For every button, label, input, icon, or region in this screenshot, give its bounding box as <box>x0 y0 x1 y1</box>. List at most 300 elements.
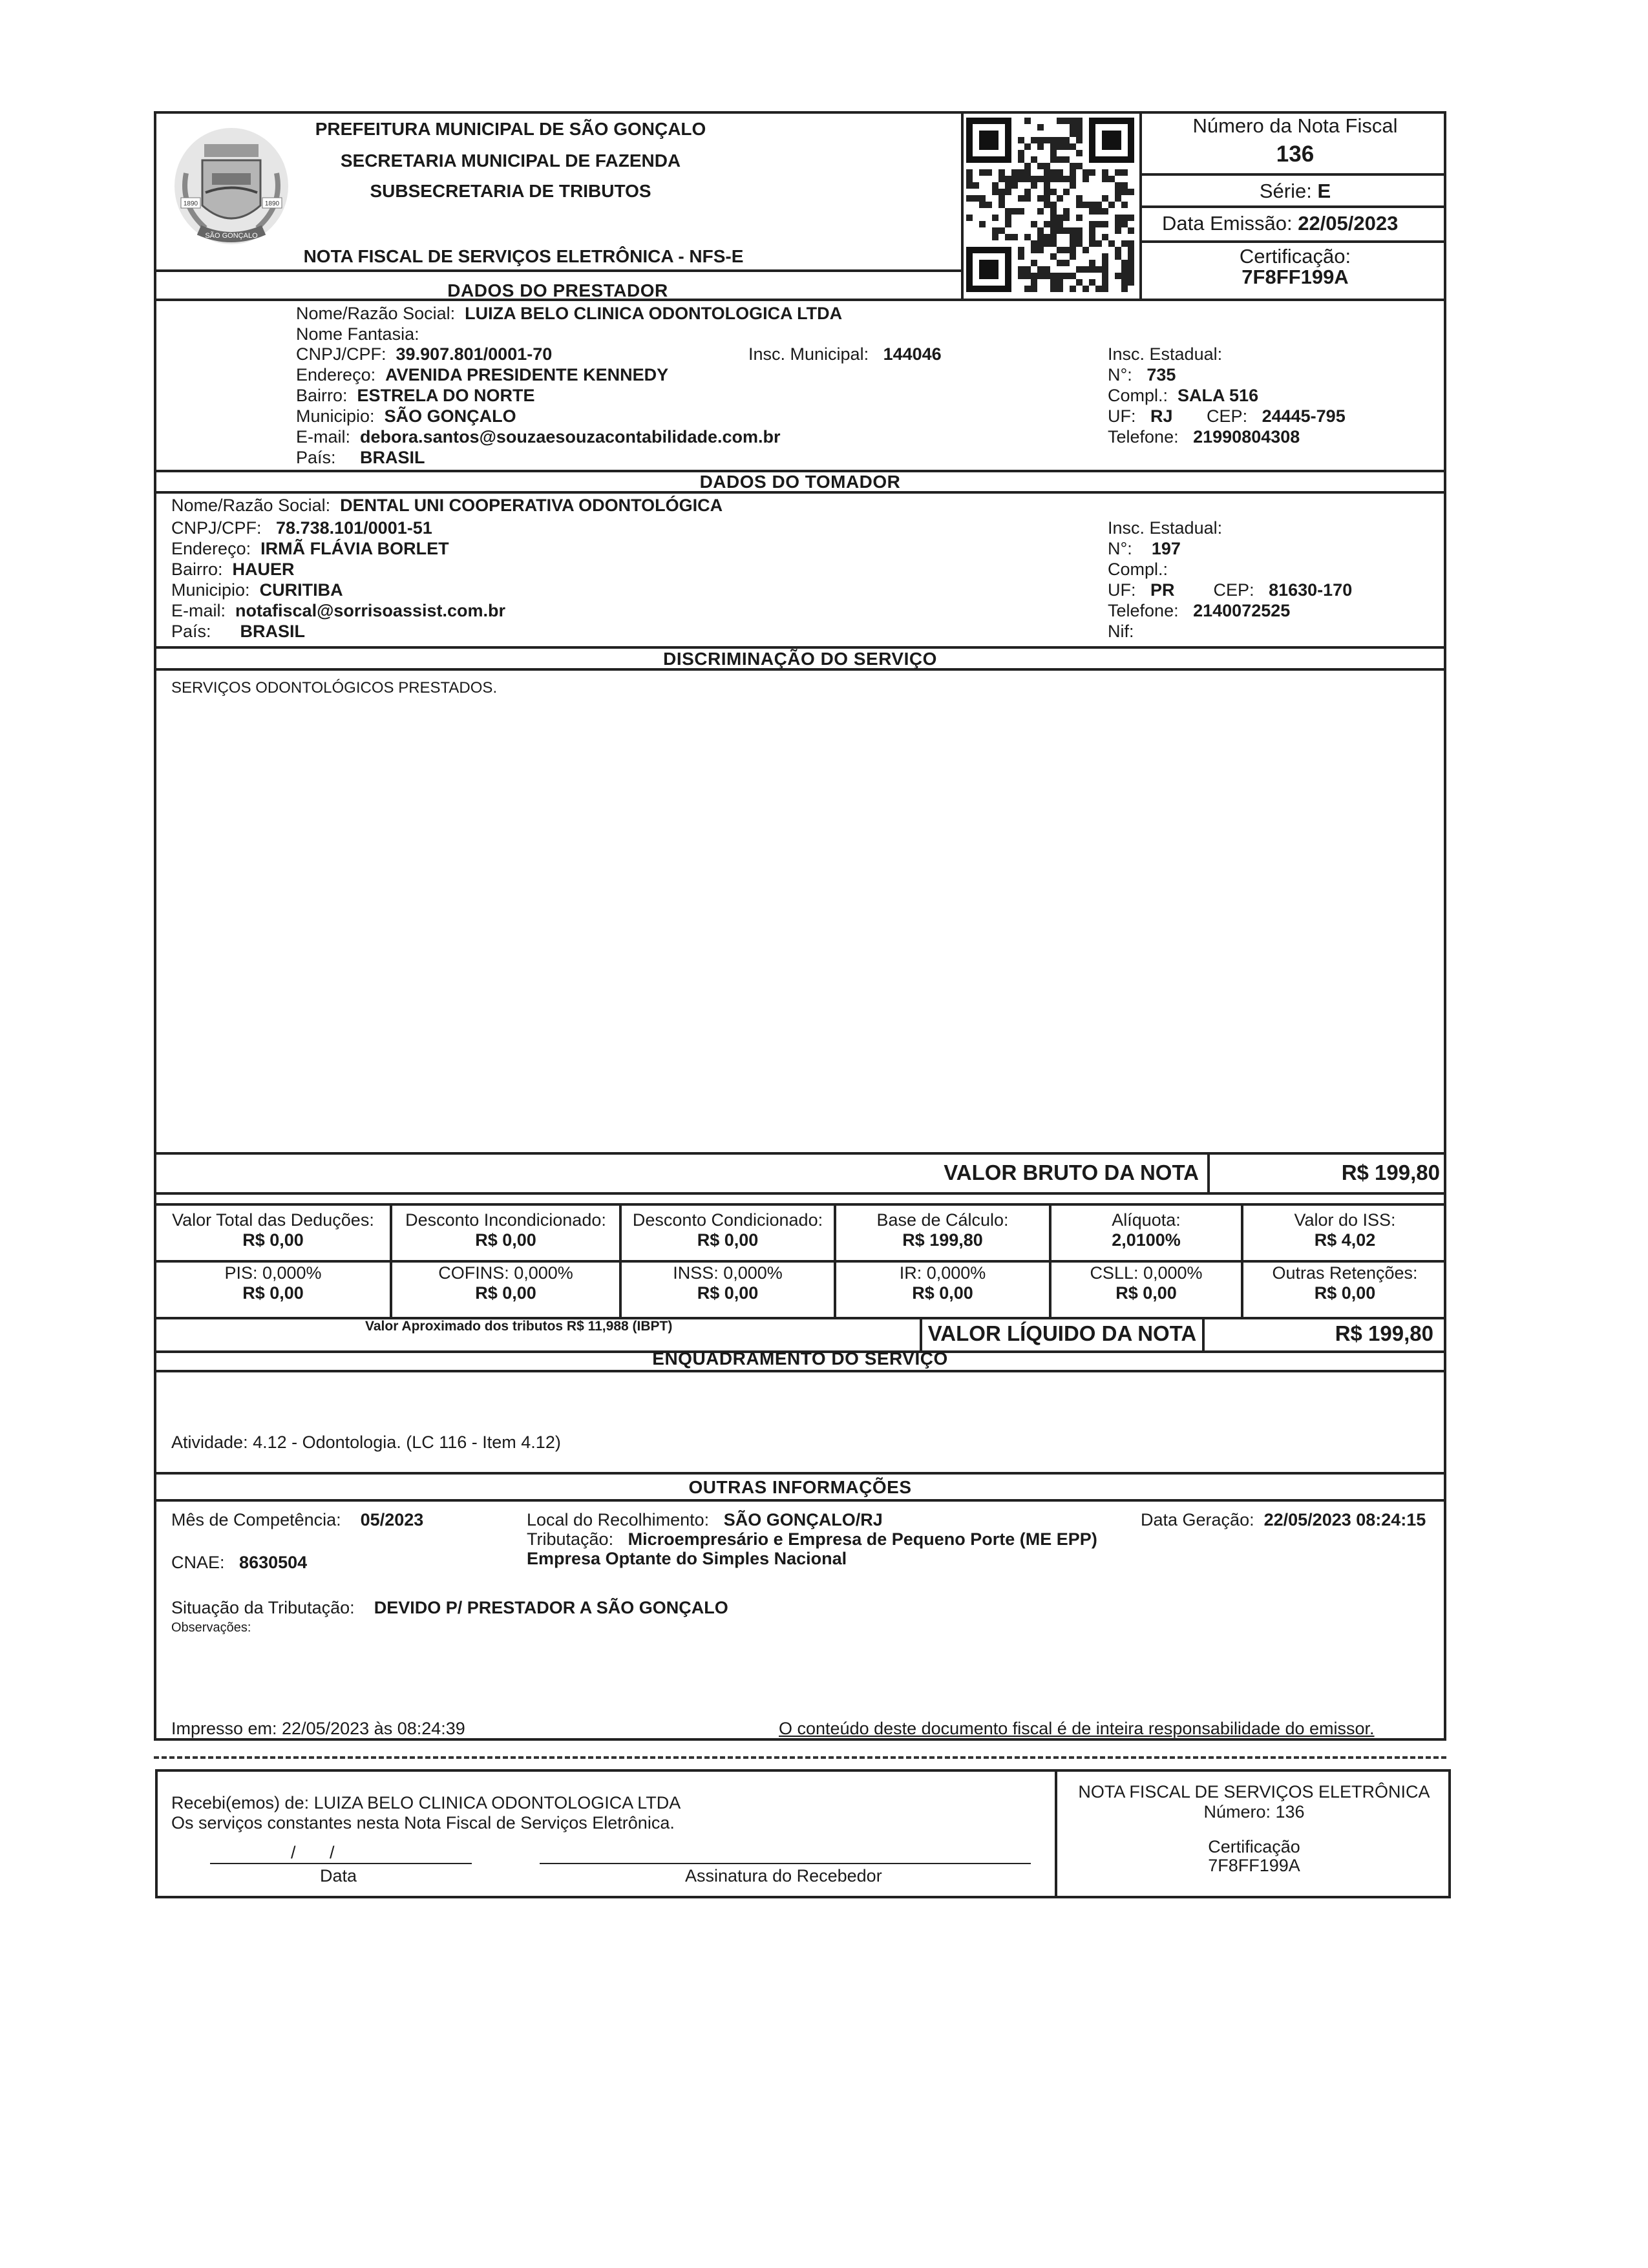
qr-module <box>1121 169 1128 176</box>
qr-module <box>1089 221 1095 227</box>
tomador-email-label: E-mail: <box>171 601 226 620</box>
qr-module <box>1005 189 1011 195</box>
tomador-bairro-label: Bairro: <box>171 560 223 579</box>
qr-module <box>1089 266 1095 273</box>
qr-module <box>1076 279 1083 286</box>
serie-label: Série: <box>1259 180 1312 202</box>
qr-module <box>1031 247 1037 253</box>
qr-module <box>1050 279 1057 286</box>
qr-module <box>1070 227 1076 234</box>
qr-module <box>1050 202 1057 208</box>
qr-module <box>1128 260 1134 266</box>
qr-module <box>1057 169 1063 176</box>
prestador-tel-label: Telefone: <box>1108 427 1179 446</box>
qr-module <box>1057 176 1063 182</box>
pis-value: R$ 0,00 <box>242 1283 304 1303</box>
qr-module <box>1044 163 1050 169</box>
qr-module <box>1024 189 1031 195</box>
qr-module <box>966 169 973 176</box>
prestador-bairro-value: ESTRELA DO NORTE <box>357 386 535 405</box>
qr-module <box>1057 227 1063 234</box>
recibo-nfse-title: NOTA FISCAL DE SERVIÇOS ELETRÔNICA <box>1078 1782 1430 1801</box>
tomador-municipio-value: CURITIBA <box>259 580 343 600</box>
cnae-line <box>171 1553 307 1572</box>
qr-code[interactable] <box>966 118 1134 292</box>
qr-module <box>1076 150 1083 156</box>
qr-module <box>1063 260 1070 266</box>
recibo-cert-label: Certificação <box>1208 1837 1300 1856</box>
qr-module <box>1070 240 1076 247</box>
qr-module <box>986 169 992 176</box>
qr-module <box>1076 131 1083 137</box>
qr-module <box>1083 247 1089 253</box>
qr-module <box>1070 131 1076 137</box>
base-calculo-label: Base de Cálculo: <box>876 1210 1009 1230</box>
qr-module <box>1076 202 1083 208</box>
qr-module <box>1005 215 1011 221</box>
qr-module <box>1044 176 1050 182</box>
qr-module <box>1031 176 1037 182</box>
servico-title-underline <box>154 668 1446 671</box>
qr-module <box>1011 208 1018 215</box>
local-recolhimento-line <box>527 1510 883 1529</box>
recibo-recebi: Recebi(emos) de: LUIZA BELO CLINICA ODONTOLOGICA LTDA <box>171 1793 681 1812</box>
tomador-uf-value: PR <box>1150 580 1175 600</box>
qr-module <box>1128 240 1134 247</box>
qr-module <box>1095 208 1102 215</box>
qr-module <box>1089 240 1095 247</box>
qr-module <box>1102 208 1108 215</box>
qr-module <box>1050 150 1057 156</box>
qr-module <box>1102 253 1108 260</box>
qr-module <box>992 189 998 195</box>
qr-module <box>1121 273 1128 279</box>
qr-module <box>1037 195 1044 202</box>
competencia-label: Mês de Competência: <box>171 1510 341 1529</box>
qr-module <box>1063 156 1070 163</box>
qr-finder-pattern <box>979 131 998 150</box>
qr-module <box>992 215 998 221</box>
tomador-razao-value: DENTAL UNI COOPERATIVA ODONTOLÓGICA <box>340 496 723 515</box>
prestador-bairro-label: Bairro: <box>296 386 348 405</box>
qr-module <box>1083 169 1089 176</box>
qr-module <box>1050 176 1057 182</box>
tomador-tel-value: 2140072525 <box>1193 601 1291 620</box>
qr-module <box>1063 118 1070 124</box>
qr-module <box>1076 227 1083 234</box>
prestador-cep-label: CEP: <box>1207 406 1248 426</box>
prestador-num-label: N°: <box>1108 365 1132 384</box>
qr-module <box>1031 182 1037 189</box>
qr-module <box>1037 143 1044 150</box>
qr-module <box>1102 169 1108 176</box>
prestador-num-value: 735 <box>1146 365 1176 384</box>
qr-module <box>1018 247 1024 253</box>
tomador-pais-line <box>171 622 305 641</box>
tomador-email-value[interactable]: notafiscal@sorrisoassist.com.br <box>235 601 506 620</box>
qr-module <box>1037 176 1044 182</box>
outras-top-line <box>154 1472 1446 1475</box>
prestador-cnpj-line <box>296 344 552 364</box>
qr-module <box>1024 266 1031 273</box>
qr-module <box>1044 266 1050 273</box>
valor-bruto-bottom-line <box>154 1192 1446 1195</box>
qr-module <box>1070 273 1076 279</box>
tomador-razao-label: Nome/Razão Social: <box>171 496 331 515</box>
prestador-uf-line <box>1108 406 1346 426</box>
qr-module <box>1070 124 1076 131</box>
data-emissao-line <box>1162 212 1398 235</box>
servico-descricao: SERVIÇOS ODONTOLÓGICOS PRESTADOS. <box>171 679 498 697</box>
qr-module <box>1076 118 1083 124</box>
prestador-section-title: DADOS DO PRESTADOR <box>447 280 668 300</box>
qr-module <box>1070 118 1076 124</box>
qr-module <box>998 195 1005 202</box>
qr-module <box>973 182 979 189</box>
desc-cond-label: Desconto Condicionado: <box>632 1210 823 1230</box>
valor-bruto-top-line <box>154 1152 1446 1155</box>
tomador-cep-label: CEP: <box>1213 580 1254 600</box>
deducoes-grid-bottom <box>154 1317 1446 1319</box>
qr-module <box>1057 137 1063 143</box>
qr-module <box>1115 215 1121 221</box>
valor-liquido-label: VALOR LÍQUIDO DA NOTA <box>927 1321 1197 1345</box>
qr-module <box>1089 279 1095 286</box>
qr-module <box>1050 189 1057 195</box>
qr-module <box>1057 156 1063 163</box>
tomador-cnpj-value: 78.738.101/0001-51 <box>276 518 432 538</box>
tomador-section-title: DADOS DO TOMADOR <box>699 472 901 492</box>
qr-module <box>1121 279 1128 286</box>
recibo-assinatura-label: Assinatura do Recebedor <box>685 1866 882 1885</box>
base-calculo-value: R$ 199,80 <box>902 1230 983 1250</box>
qr-module <box>1076 195 1083 202</box>
inss-value: R$ 0,00 <box>697 1283 759 1303</box>
recibo-assinatura-line[interactable] <box>540 1863 1031 1864</box>
qr-module <box>992 227 998 234</box>
qr-module <box>1057 273 1063 279</box>
prestador-bairro-line <box>296 386 535 405</box>
qr-module <box>1024 169 1031 176</box>
qr-module <box>1063 143 1070 150</box>
qr-module <box>1011 182 1018 189</box>
qr-module <box>1108 240 1115 247</box>
qr-module <box>1089 234 1095 240</box>
tributacao-line <box>527 1529 1097 1549</box>
logo-year-left: 1890 <box>183 200 198 207</box>
tomador-email-line <box>171 601 505 620</box>
prestador-razao-line <box>296 304 842 323</box>
pis-label: PIS: 0,000% <box>224 1263 322 1283</box>
qr-module <box>973 195 979 202</box>
qr-module <box>1050 221 1057 227</box>
qr-module <box>1044 240 1050 247</box>
prestador-pais-line <box>296 448 425 467</box>
outras-title-underline <box>154 1499 1446 1502</box>
deducoes-value: R$ 0,00 <box>242 1230 304 1250</box>
qr-module <box>1044 221 1050 227</box>
qr-module <box>1128 227 1134 234</box>
doc-title: NOTA FISCAL DE SERVIÇOS ELETRÔNICA - NFS-E <box>303 246 744 266</box>
qr-module <box>1102 176 1108 182</box>
qr-module <box>1070 182 1076 189</box>
qr-module <box>1128 247 1134 253</box>
impresso-em: Impresso em: 22/05/2023 às 08:24:39 <box>171 1719 465 1738</box>
qr-module <box>1070 247 1076 253</box>
csll-value: R$ 0,00 <box>1115 1283 1177 1303</box>
serie-divider <box>1139 205 1446 208</box>
data-geracao-label: Data Geração: <box>1141 1510 1254 1529</box>
qr-module <box>1070 163 1076 169</box>
cnae-label: CNAE: <box>171 1553 225 1572</box>
qr-module <box>1083 202 1089 208</box>
qr-module <box>1037 240 1044 247</box>
prestador-insc-mun-label: Insc. Municipal: <box>748 344 869 364</box>
local-recolhimento-value: SÃO GONÇALO/RJ <box>723 1510 883 1529</box>
qr-module <box>1121 189 1128 195</box>
qr-module <box>1115 247 1121 253</box>
qr-module <box>998 176 1005 182</box>
qr-module <box>992 182 998 189</box>
qr-module <box>1018 266 1024 273</box>
prestador-cnpj-label: CNPJ/CPF: <box>296 344 386 364</box>
tomador-tel-line <box>1108 601 1290 620</box>
qr-module <box>1011 234 1018 240</box>
qr-module <box>1037 227 1044 234</box>
prestador-email-value[interactable]: debora.santos@souzaesouzacontabilidade.com.br <box>360 427 781 446</box>
qr-module <box>1044 234 1050 240</box>
qr-module <box>979 221 986 227</box>
certificacao-label: Certificação: <box>1239 245 1351 268</box>
tomador-tel-label: Telefone: <box>1108 601 1179 620</box>
qr-module <box>1128 266 1134 273</box>
qr-module <box>1070 253 1076 260</box>
qr-module <box>1044 182 1050 189</box>
qr-module <box>1089 169 1095 176</box>
qr-module <box>1115 195 1121 202</box>
qr-module <box>1102 266 1108 273</box>
deducoes-grid-mid <box>154 1260 1446 1263</box>
tomador-num-line <box>1108 539 1181 558</box>
prestador-insc-mun-value: 144046 <box>883 344 942 364</box>
qr-module <box>1050 215 1057 221</box>
desc-incond-value: R$ 0,00 <box>475 1230 536 1250</box>
qr-module <box>1031 240 1037 247</box>
city-coat-of-arms-logo <box>167 121 296 251</box>
tomador-municipio-label: Municipio: <box>171 580 250 600</box>
qr-module <box>1011 176 1018 182</box>
qr-module <box>1005 208 1011 215</box>
desc-incond-label: Desconto Incondicionado: <box>405 1210 606 1230</box>
qr-module <box>1024 118 1031 124</box>
data-geracao-line <box>1141 1510 1426 1529</box>
serie-line <box>1144 180 1446 203</box>
qr-module <box>1128 253 1134 260</box>
desc-cond-value: R$ 0,00 <box>697 1230 759 1250</box>
qr-module <box>1102 221 1108 227</box>
qr-module <box>1063 215 1070 221</box>
local-recolhimento-label: Local do Recolhimento: <box>527 1510 710 1529</box>
qr-module <box>1031 273 1037 279</box>
qr-module <box>986 202 992 208</box>
qr-module <box>1037 137 1044 143</box>
tomador-insc-est-label: Insc. Estadual: <box>1108 518 1223 538</box>
tributacao-value: Microempresário e Empresa de Pequeno Porte (ME EPP) <box>628 1529 1097 1549</box>
qr-module <box>1095 286 1102 292</box>
qr-module <box>1076 215 1083 221</box>
prestador-title-underline <box>154 299 1143 301</box>
qr-module <box>1018 176 1024 182</box>
qr-module <box>1102 195 1108 202</box>
prestador-compl-value: SALA 516 <box>1178 386 1259 405</box>
qr-module <box>1024 273 1031 279</box>
tomador-razao-line <box>171 496 723 515</box>
org-secretaria: SECRETARIA MUNICIPAL DE FAZENDA <box>340 151 681 171</box>
valor-bruto-label: VALOR BRUTO DA NOTA <box>944 1160 1199 1184</box>
qr-module <box>1063 273 1070 279</box>
qr-module <box>1121 266 1128 273</box>
qr-module <box>966 215 973 221</box>
recibo-data-label: Data <box>320 1866 357 1885</box>
prestador-municipio-label: Municipio: <box>296 406 375 426</box>
logo-year-right: 1890 <box>264 200 280 207</box>
qr-module <box>1018 273 1024 279</box>
qr-module <box>1011 169 1018 176</box>
situacao-label: Situação da Tributação: <box>171 1598 355 1617</box>
tomador-uf-label: UF: <box>1108 580 1136 600</box>
tomador-compl-label: Compl.: <box>1108 560 1168 579</box>
qr-module <box>1044 202 1050 208</box>
header-bottom-line-right <box>1139 299 1446 301</box>
numero-nota-value: 136 <box>1276 142 1315 167</box>
qr-finder-pattern <box>1102 131 1121 150</box>
qr-module <box>966 176 973 182</box>
qr-module <box>1083 266 1089 273</box>
cut-line <box>154 1756 1446 1759</box>
ir-value: R$ 0,00 <box>912 1283 973 1303</box>
prestador-fantasia-label: Nome Fantasia: <box>296 324 419 344</box>
data-emissao-divider <box>1139 240 1446 243</box>
qr-module <box>1031 221 1037 227</box>
qr-module <box>1057 221 1063 227</box>
qr-module <box>1070 169 1076 176</box>
qr-module <box>1031 137 1037 143</box>
numero-nota-label: Número da Nota Fiscal <box>1192 114 1398 137</box>
qr-module <box>1063 176 1070 182</box>
qr-module <box>1057 143 1063 150</box>
qr-module <box>1083 176 1089 182</box>
qr-module <box>1102 279 1108 286</box>
qr-module <box>1018 208 1024 215</box>
prestador-pais-label: País: <box>296 448 336 467</box>
tomador-endereco-value: IRMÃ FLÁVIA BORLET <box>260 539 449 558</box>
qr-module <box>1063 227 1070 234</box>
recibo-cert-value: 7F8FF199A <box>1208 1856 1300 1875</box>
qr-module <box>1121 202 1128 208</box>
qr-module <box>1018 195 1024 202</box>
qr-module <box>1076 266 1083 273</box>
qr-module <box>979 169 986 176</box>
tomador-cep-value: 81630-170 <box>1269 580 1353 600</box>
qr-module <box>1005 182 1011 189</box>
qr-module <box>1005 234 1011 240</box>
tomador-num-label: N°: <box>1108 539 1132 558</box>
qr-module <box>1044 195 1050 202</box>
tomador-endereco-line <box>171 539 449 558</box>
qr-module <box>1037 163 1044 169</box>
inss-label: INSS: 0,000% <box>673 1263 783 1283</box>
qr-module <box>1121 215 1128 221</box>
cofins-value: R$ 0,00 <box>475 1283 536 1303</box>
enquadramento-title-underline <box>154 1370 1446 1372</box>
qr-module <box>998 227 1005 234</box>
qr-module <box>1057 195 1063 202</box>
qr-module <box>1076 240 1083 247</box>
qr-module <box>1050 273 1057 279</box>
qr-module <box>1018 253 1024 260</box>
qr-module <box>1057 247 1063 253</box>
serie-value: E <box>1317 180 1331 202</box>
qr-module <box>1121 182 1128 189</box>
qr-module <box>1128 189 1134 195</box>
tomador-bairro-line <box>171 560 295 579</box>
qr-module <box>1076 163 1083 169</box>
qr-module <box>1050 227 1057 234</box>
qr-module <box>1102 234 1108 240</box>
qr-module <box>1044 189 1050 195</box>
valor-liquido-value: R$ 199,80 <box>1335 1321 1433 1345</box>
tomador-uf-line <box>1108 580 1352 600</box>
qr-module <box>1037 208 1044 215</box>
outras-section-title: OUTRAS INFORMAÇÕES <box>688 1477 912 1497</box>
outras-retencoes-label: Outras Retenções: <box>1272 1263 1418 1283</box>
prestador-num-line <box>1108 365 1176 384</box>
prestador-municipio-value: SÃO GONÇALO <box>384 406 516 426</box>
qr-module <box>1057 118 1063 124</box>
qr-module <box>1031 286 1037 292</box>
tomador-cnpj-line <box>171 518 432 538</box>
cnae-value: 8630504 <box>239 1553 308 1572</box>
qr-module <box>1044 273 1050 279</box>
qr-module <box>1121 286 1128 292</box>
qr-module <box>1115 273 1121 279</box>
recibo-data-line <box>210 1863 472 1864</box>
tomador-pais-label: País: <box>171 622 211 641</box>
qr-module <box>1115 189 1121 195</box>
valor-iss-label: Valor do ISS: <box>1294 1210 1396 1230</box>
tomador-num-value: 197 <box>1151 539 1181 558</box>
csll-label: CSLL: 0,000% <box>1090 1263 1203 1283</box>
qr-module <box>1121 240 1128 247</box>
qr-module <box>1018 150 1024 156</box>
qr-module <box>1063 137 1070 143</box>
qr-module <box>1037 266 1044 273</box>
tomador-bairro-value: HAUER <box>232 560 295 579</box>
situacao-line <box>171 1598 728 1617</box>
qr-module <box>1070 143 1076 150</box>
prestador-municipio-line <box>296 406 516 426</box>
qr-module <box>1083 286 1089 292</box>
numero-divider <box>1139 173 1446 176</box>
enquadramento-section-title: ENQUADRAMENTO DO SERVIÇO <box>652 1349 948 1369</box>
qr-module <box>1128 273 1134 279</box>
qr-module <box>1070 286 1076 292</box>
qr-module <box>1031 260 1037 266</box>
prestador-cep-value: 24445-795 <box>1262 406 1346 426</box>
prestador-insc-est-label: Insc. Estadual: <box>1108 344 1223 364</box>
qr-module <box>1057 215 1063 221</box>
data-emissao-label: Data Emissão: <box>1162 212 1293 235</box>
